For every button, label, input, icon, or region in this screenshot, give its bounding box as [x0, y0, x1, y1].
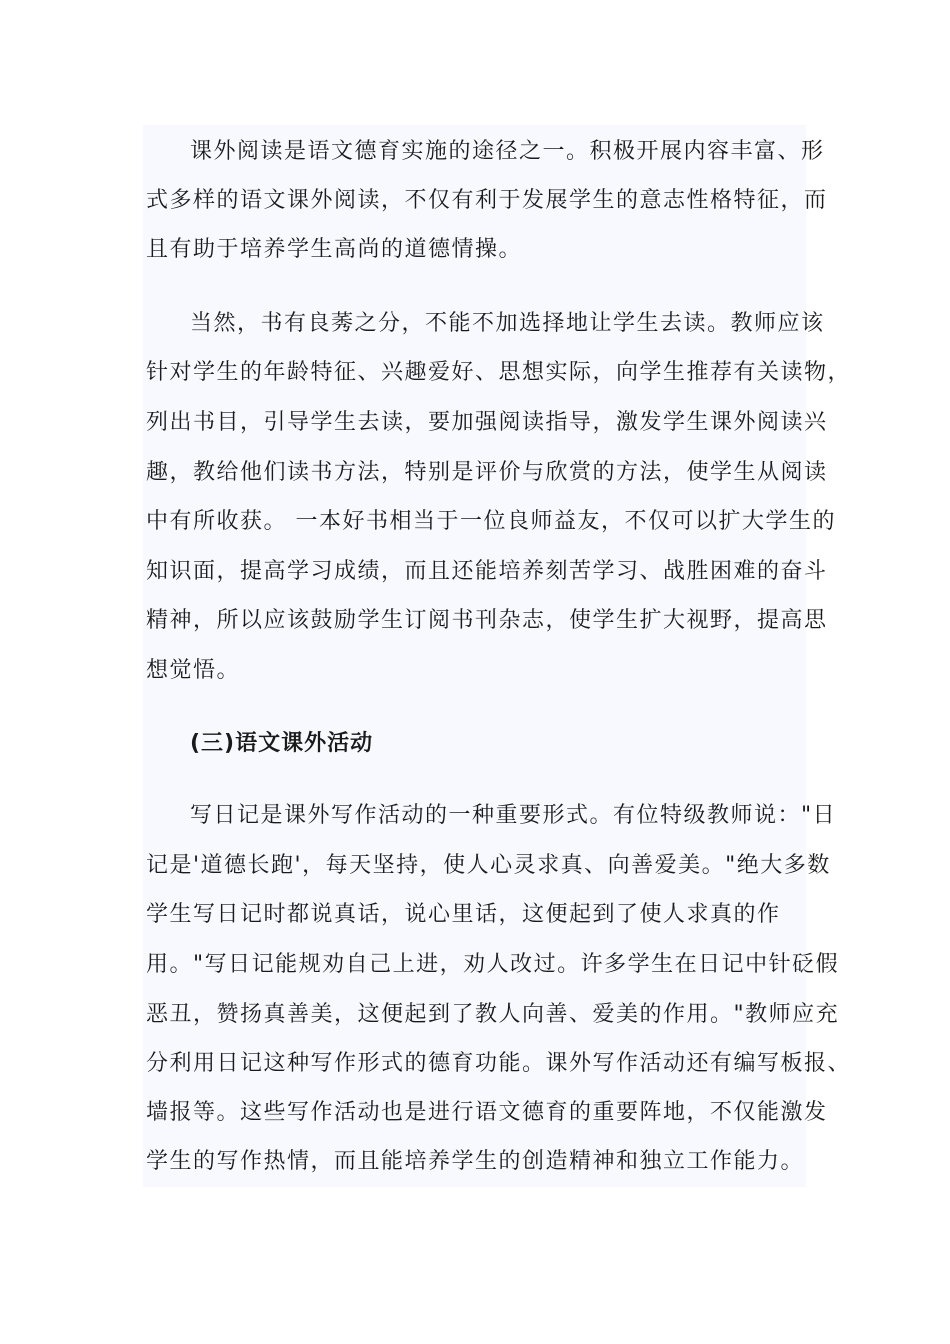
paragraph-2-line-3: 列出书目，引导学生去读，要加强阅读指导，激发学生课外阅读兴 [146, 410, 828, 435]
paragraph-3-line-4: 用。"写日记能规劝自己上进，劝人改过。许多学生在日记中针砭假 [146, 952, 840, 977]
paragraph-3-line-6: 分利用日记这种写作形式的德育功能。课外写作活动还有编写板报、 [146, 1051, 852, 1076]
paragraph-3-line-1: 写日记是课外写作活动的一种重要形式。有位特级教师说："日 [190, 803, 837, 828]
paragraph-1-line-2: 式多样的语文课外阅读，不仅有利于发展学生的意志性格特征，而 [146, 188, 828, 213]
paragraph-3-line-7: 墙报等。这些写作活动也是进行语文德育的重要阵地，不仅能激发 [146, 1100, 828, 1125]
paragraph-2-line-6: 知识面，提高学习成绩，而且还能培养刻苦学习、战胜困难的奋斗 [146, 559, 828, 584]
paragraph-2-line-2: 针对学生的年龄特征、兴趣爱好、思想实际，向学生推荐有关读物， [146, 360, 852, 385]
paragraph-3-line-3: 学生写日记时都说真话，说心里话，这便起到了使人求真的作 [146, 902, 781, 927]
paragraph-3-line-2: 记是'道德长跑'，每天坚持，使人心灵求真、向善爱美。"绝大多数 [146, 853, 831, 878]
paragraph-2-line-1: 当然，书有良莠之分，不能不加选择地让学生去读。教师应该 [190, 311, 825, 336]
paragraph-2-line-5: 中有所收获。 一本好书相当于一位良师益友，不仅可以扩大学生的 [146, 509, 836, 534]
paragraph-1-line-1: 课外阅读是语文德育实施的途径之一。积极开展内容丰富、形 [190, 139, 825, 164]
paragraph-1-line-3: 且有助于培养学生高尚的道德情操。 [146, 237, 523, 262]
paragraph-3-line-8: 学生的写作热情，而且能培养学生的创造精神和独立工作能力。 [146, 1149, 805, 1174]
paragraph-2-line-7: 精神，所以应该鼓励学生订阅书刊杂志，使学生扩大视野，提高思 [146, 608, 828, 633]
paragraph-2-line-4: 趣，教给他们读书方法，特别是评价与欣赏的方法，使学生从阅读 [146, 460, 828, 485]
paragraph-3-line-5: 恶丑，赞扬真善美，这便起到了教人向善、爱美的作用。"教师应充 [146, 1002, 840, 1027]
paragraph-2-line-8: 想觉悟。 [146, 658, 241, 683]
text-block [143, 125, 852, 1187]
section-heading: (三)语文课外活动 [190, 731, 374, 756]
